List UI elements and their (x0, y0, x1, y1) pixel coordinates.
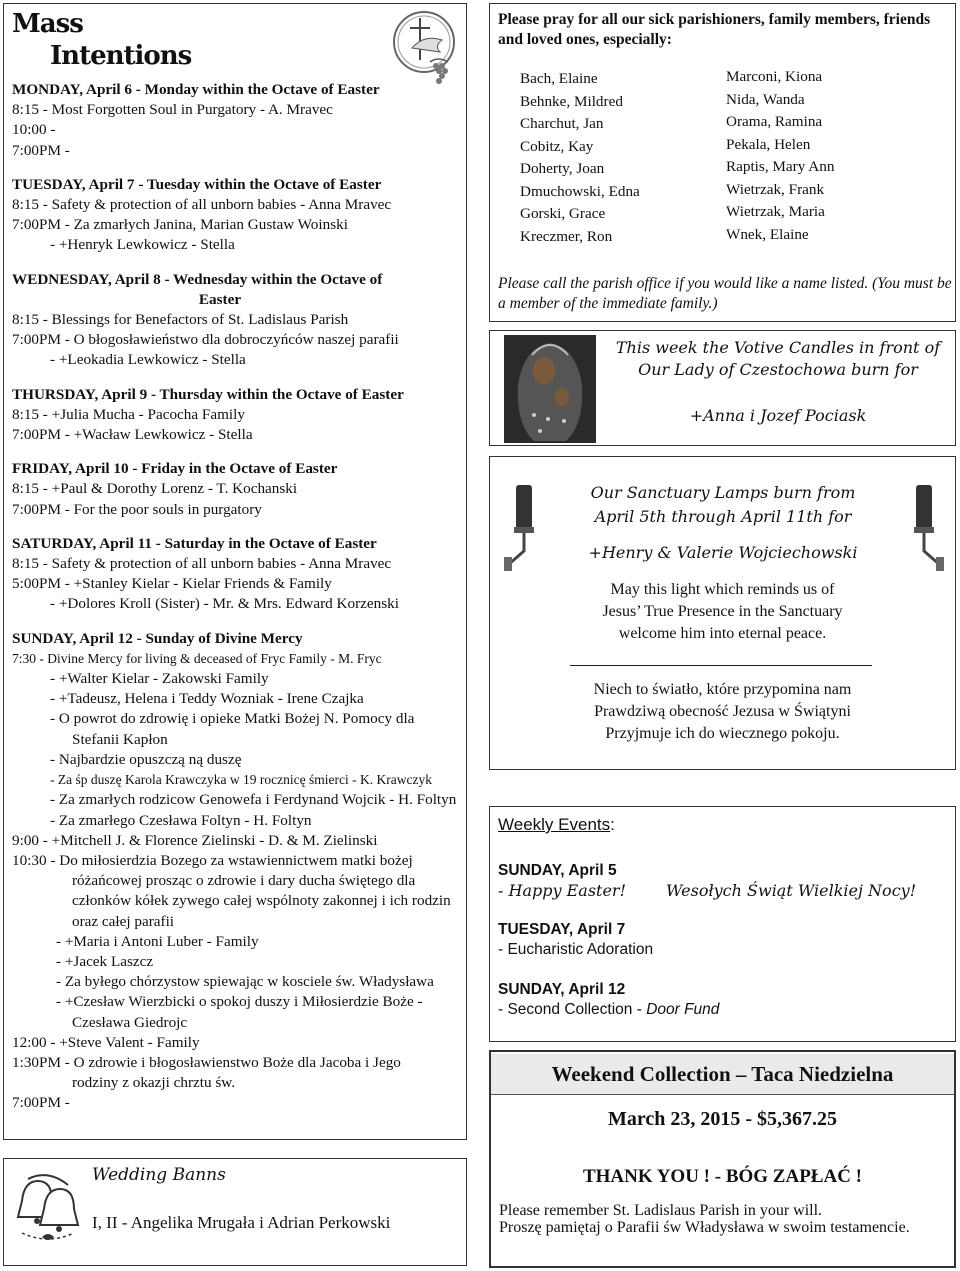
mass-intention-line: 12:00 - +Steve Valent - Family (12, 1033, 200, 1051)
sick-name: Gorski, Grace (520, 205, 606, 222)
mass-day-heading: THURSDAY, April 9 - Thursday within the Octave of Easter (12, 385, 404, 403)
mass-day-heading: SATURDAY, April 11 - Saturday in the Octave of Easter (12, 534, 377, 552)
lamps-prayer-en-2: Jesus’ True Presence in the Sanctuary (602, 603, 843, 620)
collection-will-note-pl: Proszę pamiętaj o Parafii św Władysława w swoim testamencie. (499, 1219, 910, 1236)
event-desc: - Happy Easter! (498, 881, 626, 900)
event-day: TUESDAY, April 7 (498, 921, 626, 938)
sick-prayer-list-panel (489, 3, 956, 322)
mass-intention-line: - +Tadeusz, Helena i Teddy Wozniak - Irene Czajka (50, 690, 364, 708)
banns-text: I, II - Angelika Mrugała i Adrian Perkowski (92, 1213, 391, 1232)
mass-intention-line: 8:15 - +Julia Mucha - Pacocha Family (12, 405, 245, 423)
sanctuary-lamp-left-icon (504, 481, 548, 573)
mass-intention-line: 7:30 - Divine Mercy for living & deceased of Fryc Family - M. Fryc (12, 650, 382, 666)
sick-name: Kreczmer, Ron (520, 227, 613, 245)
mass-intention-line: 7:00PM - (12, 1094, 70, 1112)
votive-candles-panel (489, 330, 956, 446)
lamps-prayer-en-3: welcome him into eternal peace. (618, 625, 827, 642)
lamps-line-1: Our Sanctuary Lamps burn from (590, 483, 856, 502)
lamps-prayer-en-1: May this light which reminds us of (610, 581, 835, 598)
mass-intention-line: członków kółek zywego całej wspólnoty zakonnej i ich rodzin (72, 892, 451, 910)
weekly-events-heading: Weekly Events: (498, 815, 615, 834)
sick-name: Wietrzak, Maria (726, 203, 825, 220)
lamps-name: +Henry & Valerie Wojciechowski (588, 543, 858, 562)
lamps-line-2: April 5th through April 11th for (594, 507, 852, 526)
mass-intention-line: różańcowej prosząc o zdrowie i dary ducha świętego dla (72, 872, 416, 890)
mass-intention-line: 8:15 - Most Forgotten Soul in Purgatory - A. Mravec (12, 101, 333, 119)
mass-day-section (12, 629, 458, 1114)
sanctuary-lamp-right-icon (900, 481, 944, 573)
mass-intention-line: Stefanii Kapłon (72, 730, 168, 748)
mass-intention-line: 7:00PM - +Wacław Lewkowicz - Stella (12, 426, 253, 444)
sick-names-column-1 (520, 68, 640, 248)
collection-amount: March 23, 2015 - $5,367.25 (607, 1108, 838, 1130)
mass-intention-line: 8:15 - +Paul & Dorothy Lorenz - T. Kochanski (12, 480, 298, 498)
mass-intention-line: 7:00PM - O błogosławieństwo dla dobroczyńców naszej parafii (12, 331, 399, 349)
lamps-prayer-pl-2: Prawdziwą obecność Jezusa w Świątyni (594, 703, 851, 720)
wedding-bells-icon (12, 1171, 84, 1251)
mass-day-heading: SUNDAY, April 12 - Sunday of Divine Mercy (12, 629, 303, 647)
weekly-events-panel (489, 806, 956, 1042)
mass-intention-line: - +Dolores Kroll (Sister) - Mr. & Mrs. Edward Korzenski (50, 595, 399, 613)
mass-day-heading: FRIDAY, April 10 - Friday in the Octave of Easter (12, 460, 338, 478)
mass-day-section (12, 534, 458, 615)
mass-day-section (12, 270, 458, 371)
mass-intention-line: oraz całej parafii (72, 912, 175, 930)
mass-intention-line: 7:00PM - (12, 141, 70, 159)
mass-intention-line: 8:15 - Safety & protection of all unborn babies - Anna Mravec (12, 196, 392, 214)
mass-title: Mass Intentions (12, 9, 192, 71)
mass-intention-line: 5:00PM - +Stanley Kielar - Kielar Friends & Family (12, 575, 332, 593)
event-day: SUNDAY, April 5 (498, 862, 617, 879)
mass-intention-line: 1:30PM - O zdrowie i błogosławienstwo Boże dla Jacoba i Jego (12, 1053, 401, 1071)
mass-intention-line: - Za śp duszę Karola Krawczyka w 19 rocznicę śmierci - K. Krawczyk (50, 772, 432, 788)
collection-will-note-en: Please remember St. Ladislaus Parish in your will. (499, 1202, 823, 1219)
mass-intention-line: - +Czesław Wierzbicki o spokoj duszy i Miłosierdzie Boże - (56, 993, 423, 1011)
mass-intention-line: 8:15 - Blessings for Benefactors of St. Ladislaus Parish (12, 311, 349, 329)
mass-intention-line: - +Walter Kielar - Zakowski Family (50, 670, 269, 688)
collection-thanks: THANK YOU ! - BÓG ZAPŁAĆ ! (582, 1166, 863, 1187)
mass-intention-line: 7:00PM - For the poor souls in purgatory (12, 500, 262, 518)
sick-name: Raptis, Mary Ann (726, 158, 835, 175)
sanctuary-lamps-panel (489, 456, 956, 770)
sick-name: Charchut, Jan (520, 115, 604, 132)
mass-day-section (12, 385, 458, 446)
sick-list-heading: Please pray for all our sick parishioners, family members, friends and loved ones, especially: (498, 11, 931, 48)
sick-name: Doherty, Joan (520, 160, 605, 177)
mass-day-heading: TUESDAY, April 7 - Tuesday within the Octave of Easter (12, 175, 382, 193)
wedding-banns-panel (3, 1158, 467, 1266)
lamps-divider (570, 665, 872, 666)
weekend-collection-panel (489, 1050, 956, 1268)
sick-name: Dmuchowski, Edna (520, 182, 640, 200)
sick-name: Bach, Elaine (520, 70, 598, 87)
sick-name: Wietrzak, Frank (726, 180, 825, 198)
event-desc: - Eucharistic Adoration (498, 941, 654, 958)
event-item (498, 980, 947, 1020)
sick-name: Pekala, Helen (726, 135, 811, 153)
event-day: SUNDAY, April 12 (498, 981, 626, 998)
mass-intention-line: - +Jacek Laszcz (56, 952, 154, 970)
votive-line-1: This week the Votive Candles in front of (615, 338, 941, 357)
sick-name: Wnek, Elaine (726, 225, 809, 243)
collection-heading: Weekend Collection – Taca Niedzielna (491, 1054, 954, 1095)
votive-name: +Anna i Jozef Pociask (689, 406, 867, 425)
mass-intention-line: - Za byłego chórzystow spiewając w kosciele św. Władysława (56, 973, 434, 991)
sick-name: Cobitz, Kay (520, 137, 594, 155)
mass-day-heading: MONDAY, April 6 - Monday within the Octave of Easter (12, 81, 380, 98)
mass-intention-line: 10:00 - (12, 121, 56, 139)
sick-names-column-2 (726, 66, 834, 246)
mass-intention-line: rodziny z okazji chrztu św. (72, 1074, 236, 1092)
sick-list-note: Please call the parish office if you would like a name listed. (You must be a member of the immediate family.) (498, 275, 952, 312)
mass-intention-line: - Za zmarłego Czesława Foltyn - H. Foltyn (50, 811, 312, 829)
event-item (498, 861, 947, 902)
mass-intention-line: 10:30 - Do miłosierdzia Bozego za wstawiennictwem matki bożej (12, 851, 413, 869)
banns-title: Wedding Banns (92, 1165, 226, 1185)
mass-intention-line: - +Leokadia Lewkowicz - Stella (50, 351, 246, 369)
mass-intention-line: - Najbardzie opuszczą ną duszę (50, 750, 242, 768)
mass-intention-line: 9:00 - +Mitchell J. & Florence Zielinski - D. & M. Zielinski (12, 831, 378, 849)
mass-intentions-panel (3, 3, 467, 1140)
event-desc: - Second Collection - (498, 1001, 647, 1018)
mass-intention-line: 7:00PM - Za zmarłych Janina, Marian Gustaw Woinski (12, 216, 348, 234)
sick-name: Behnke, Mildred (520, 92, 623, 110)
mass-days-list (12, 80, 458, 1114)
sick-name: Nida, Wanda (726, 90, 805, 108)
votive-line-2: Our Lady of Czestochowa burn for (638, 360, 918, 379)
our-lady-czestochowa-icon-image (504, 335, 596, 443)
sick-name: Orama, Ramina (726, 113, 823, 130)
mass-intention-line: - Za zmarłych rodzicow Genowefa i Ferdynand Wojcik - H. Foltyn (50, 791, 457, 809)
sick-name: Marconi, Kiona (726, 68, 823, 85)
event-desc-polish: Wesołych Świąt Wielkiej Nocy! (666, 881, 917, 900)
lamps-prayer-pl-1: Niech to światło, które przypomina nam (593, 681, 852, 698)
mass-day-heading: WEDNESDAY, April 8 - Wednesday within the Octave of Easter (12, 270, 383, 308)
mass-intention-line: - O powrot do zdrowię i opieke Matki Bożej N. Pomocy dla (50, 710, 415, 728)
mass-day-section (12, 459, 458, 520)
cross-dove-emblem-icon (390, 8, 464, 94)
mass-day-section (12, 175, 458, 256)
event-item (498, 920, 947, 960)
lamps-prayer-pl-3: Przyjmuje ich do wiecznego pokoju. (605, 725, 840, 742)
mass-intention-line: Czesława Giedrojc (72, 1013, 188, 1031)
mass-intention-line: - +Maria i Antoni Luber - Family (56, 932, 259, 950)
event-desc-italic: Door Fund (646, 1001, 720, 1018)
mass-intention-line: 8:15 - Safety & protection of all unborn babies - Anna Mravec (12, 555, 392, 573)
mass-intention-line: - +Henryk Lewkowicz - Stella (50, 236, 235, 254)
